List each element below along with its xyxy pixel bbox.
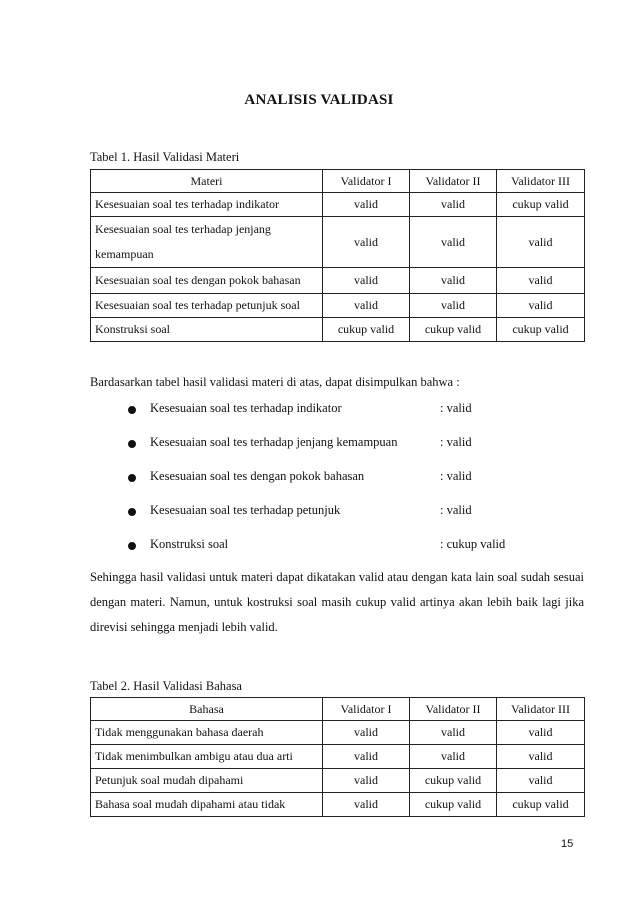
page-number: 15 (561, 838, 574, 850)
result-cell: valid (497, 769, 585, 793)
criterion-cell: Konstruksi soal (91, 318, 323, 342)
result-cell: cukup valid (497, 318, 585, 342)
table-row (91, 769, 585, 793)
criterion-cell: Kesesuaian soal tes terhadap indikator (91, 193, 323, 217)
header-validator-3: Validator III (497, 698, 585, 721)
result-cell: valid (410, 745, 497, 769)
header-validator-2: Validator II (410, 170, 497, 193)
result-cell: valid (497, 721, 585, 745)
result-cell: cukup valid (323, 318, 410, 342)
list-item-label: Kesesuaian soal tes dengan pokok bahasan (150, 469, 365, 483)
header-materi: Materi (91, 170, 323, 193)
table-row (91, 793, 585, 817)
list-item-value: : valid (440, 401, 472, 415)
result-cell: valid (323, 268, 410, 294)
bullet-icon (128, 474, 136, 482)
page-title: ANALISIS VALIDASI (244, 92, 394, 108)
list-item (128, 435, 548, 469)
result-cell: valid (497, 268, 585, 294)
list-item-value: : valid (440, 435, 472, 449)
list-item-value: : valid (440, 503, 472, 517)
result-cell: cukup valid (410, 318, 497, 342)
bullet-icon (128, 406, 136, 414)
table1-caption: Tabel 1. Hasil Validasi Materi (90, 150, 240, 164)
result-cell: cukup valid (410, 793, 497, 817)
table-row (91, 721, 585, 745)
header-validator-1: Validator I (323, 698, 410, 721)
result-cell: cukup valid (497, 193, 585, 217)
header-bahasa: Bahasa (91, 698, 323, 721)
result-cell: valid (323, 217, 410, 268)
table-validasi-bahasa (90, 697, 585, 817)
result-cell: valid (410, 193, 497, 217)
list-item-label: Kesesuaian soal tes terhadap indikator (150, 401, 342, 415)
summary-list (128, 401, 548, 571)
header-validator-1: Validator I (323, 170, 410, 193)
result-cell: valid (497, 217, 585, 268)
result-cell: valid (323, 721, 410, 745)
criterion-cell: Kesesuaian soal tes dengan pokok bahasan (91, 268, 323, 294)
table-row (91, 745, 585, 769)
result-cell: valid (323, 745, 410, 769)
header-validator-2: Validator II (410, 698, 497, 721)
result-cell: valid (323, 193, 410, 217)
result-cell: valid (323, 294, 410, 318)
table-row (91, 193, 585, 217)
result-cell: valid (323, 793, 410, 817)
result-cell: valid (410, 268, 497, 294)
list-item-label: Konstruksi soal (150, 537, 229, 551)
table-row (91, 318, 585, 342)
result-cell: valid (497, 745, 585, 769)
table-row (91, 294, 585, 318)
list-item (128, 503, 548, 537)
list-item-label: Kesesuaian soal tes terhadap petunjuk (150, 503, 341, 517)
bullet-icon (128, 542, 136, 550)
criterion-cell: Tidak menggunakan bahasa daerah (91, 721, 323, 745)
table-row (91, 217, 585, 268)
result-cell: valid (410, 294, 497, 318)
criterion-cell: Bahasa soal mudah dipahami atau tidak (91, 793, 323, 817)
criterion-cell: Kesesuaian soal tes terhadap petunjuk soal (91, 294, 323, 318)
bullet-icon (128, 508, 136, 516)
table2-caption: Tabel 2. Hasil Validasi Bahasa (90, 679, 242, 693)
table-validasi-materi (90, 169, 585, 342)
list-item (128, 469, 548, 503)
result-cell: valid (497, 294, 585, 318)
list-item-value: : cukup valid (440, 537, 506, 551)
criterion-cell: Petunjuk soal mudah dipahami (91, 769, 323, 793)
conclusion-paragraph: Sehingga hasil validasi untuk materi dapat dikatakan valid atau dengan kata lain soal sudah sesuai dengan materi. Namun, untuk kostruksi soal masih cukup valid artinya akan lebih baik lagi jika direvisi sehingga menjadi lebih valid. (90, 570, 584, 634)
bullet-icon (128, 440, 136, 448)
criterion-cell: Kesesuaian soal tes terhadap jenjang kemampuan (91, 217, 323, 268)
criterion-cell: Tidak menimbulkan ambigu atau dua arti (91, 745, 323, 769)
result-cell: cukup valid (497, 793, 585, 817)
table-row (91, 268, 585, 294)
summary-intro: Bardasarkan tabel hasil validasi materi di atas, dapat disimpulkan bahwa : (90, 375, 460, 389)
list-item (128, 401, 548, 435)
list-item-label: Kesesuaian soal tes terhadap jenjang kemampuan (150, 435, 398, 449)
table-header-row (91, 170, 585, 193)
list-item-value: : valid (440, 469, 472, 483)
result-cell: cukup valid (410, 769, 497, 793)
header-validator-3: Validator III (497, 170, 585, 193)
table-header-row (91, 698, 585, 721)
result-cell: valid (410, 217, 497, 268)
result-cell: valid (323, 769, 410, 793)
result-cell: valid (410, 721, 497, 745)
